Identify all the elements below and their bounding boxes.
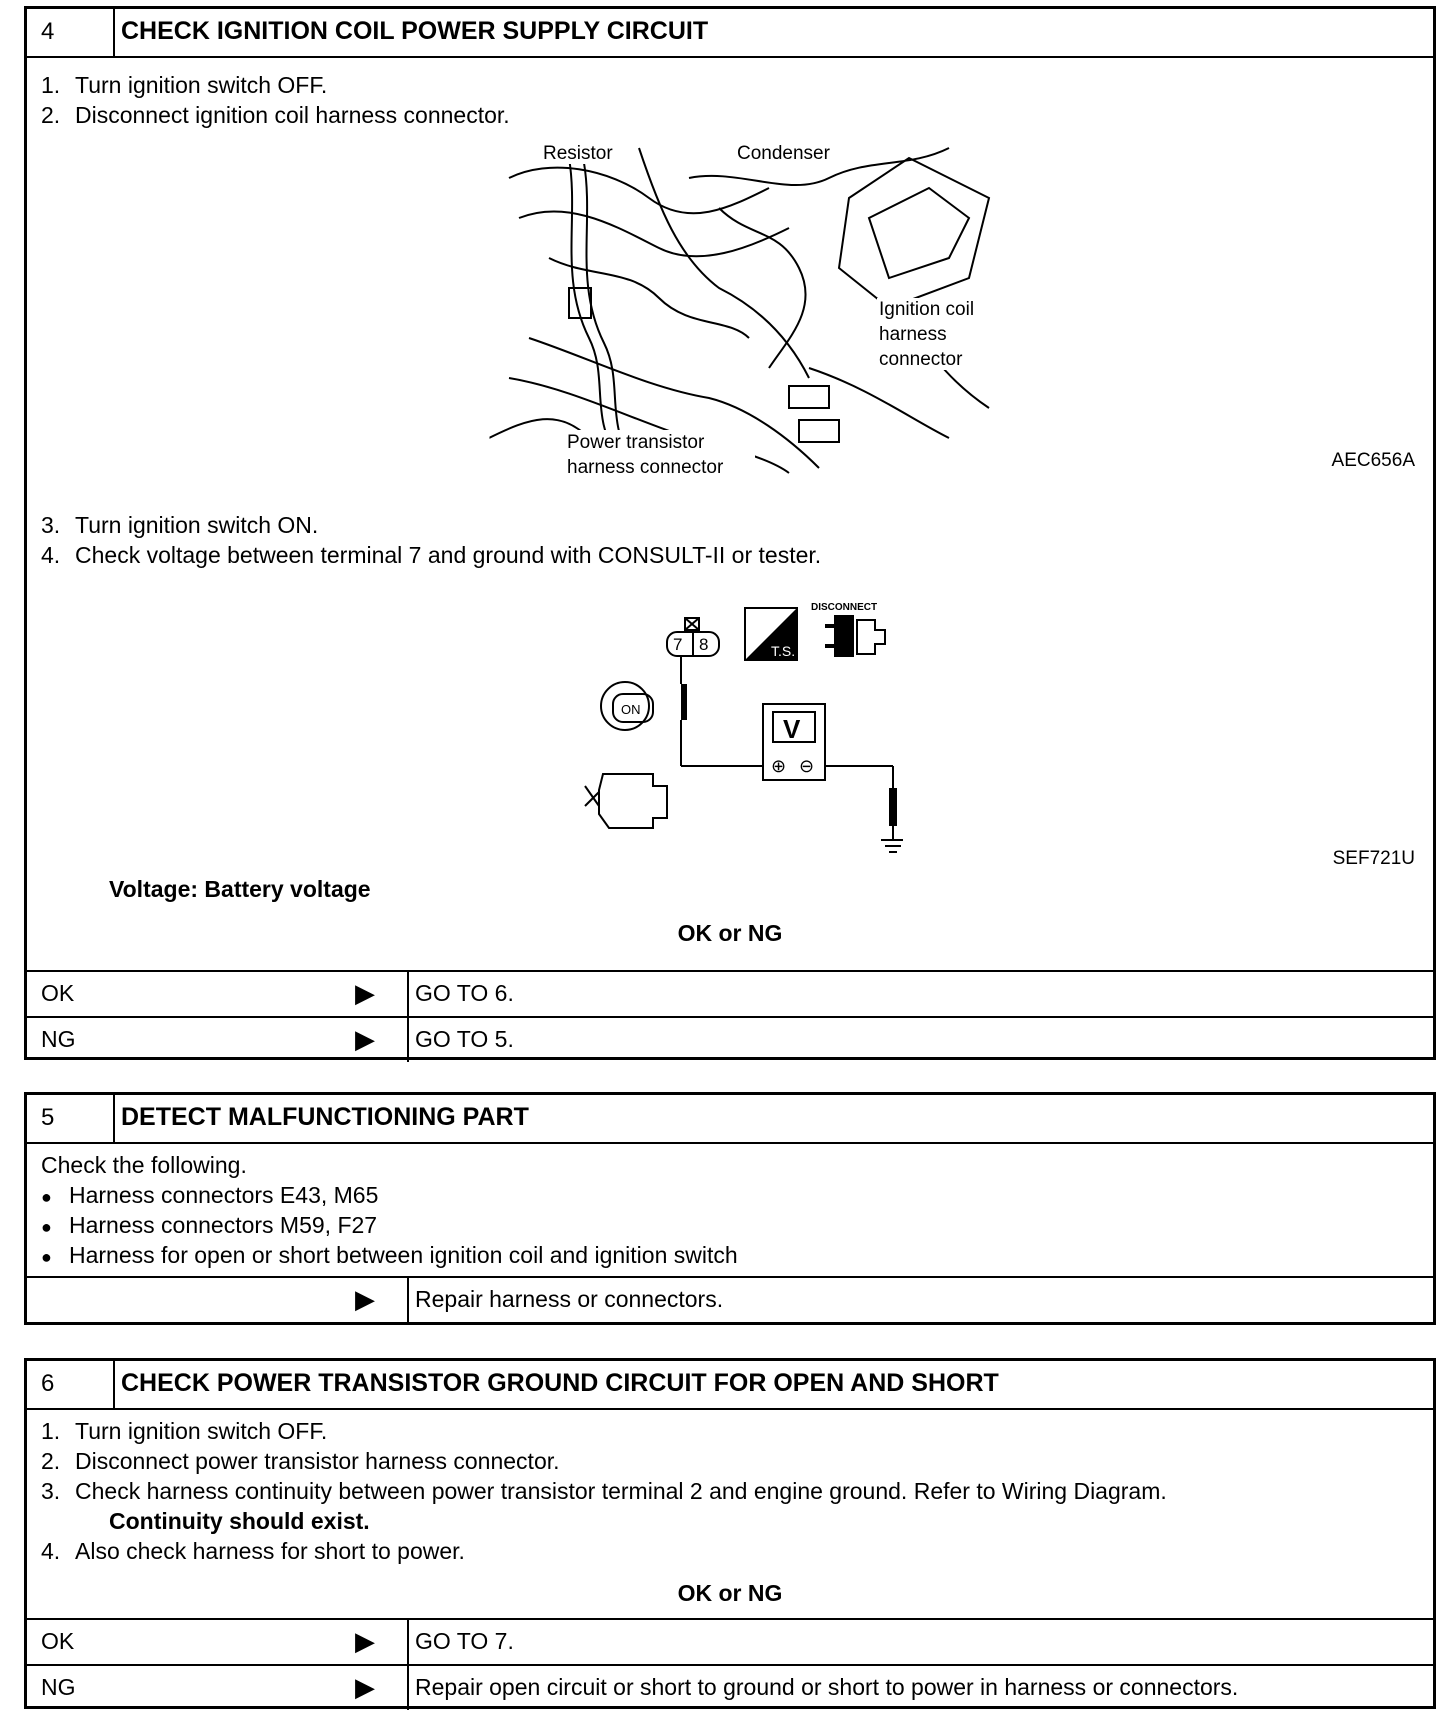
result-row-ng: NG ▶ Repair open circuit or short to ground or short to power in harness or connectors. [27,1664,1433,1710]
svg-text:DISCONNECT: DISCONNECT [811,602,878,613]
step-number: 4 [27,9,115,56]
instruction-3: 3. Turn ignition switch ON. [41,512,319,538]
svg-text:⊕: ⊕ [771,756,787,776]
svg-text:ON: ON [621,702,641,717]
engine-bay-figure [489,138,999,478]
step-5-header [27,1095,1433,1144]
figure-code: SEF721U [1332,848,1415,869]
instruction-3: 3. Check harness continuity between power transistor terminal 2 and engine ground. Refer to Wiring Diagram. [41,1478,1167,1504]
step-4-body [27,58,1433,970]
step-6-header [27,1361,1433,1410]
svg-text:V: V [783,714,801,744]
step-6-body [27,1410,1433,1618]
step-title: CHECK IGNITION COIL POWER SUPPLY CIRCUIT [121,17,709,45]
step-4-header [27,9,1433,58]
step-5-body [27,1144,1433,1276]
continuity-spec: Continuity should exist. [109,1508,370,1534]
step-title: CHECK POWER TRANSISTOR GROUND CIRCUIT FOR OPEN AND SHORT [121,1369,999,1397]
check-item: ● Harness connectors M59, F27 [41,1212,378,1238]
svg-text:⊖: ⊖ [799,756,815,776]
voltage-test-figure [563,596,903,896]
instruction-1: 1. Turn ignition switch OFF. [41,72,328,98]
step-4-box [24,6,1436,1060]
step-number: 6 [27,1361,115,1408]
step-title: DETECT MALFUNCTIONING PART [121,1103,529,1131]
svg-text:8: 8 [699,635,709,654]
step-5-box [24,1092,1436,1325]
arrow-icon: ▶ [355,1672,375,1702]
check-item: ● Harness for open or short between ignition coil and ignition switch [41,1242,738,1268]
label-harness: harness [879,324,947,345]
arrow-icon: ▶ [355,978,375,1008]
label-resistor: Resistor [543,143,613,164]
step-6-box [24,1358,1436,1709]
result-row-ng: NG ▶ GO TO 5. [27,1016,1433,1062]
instruction-4: 4. Also check harness for short to power. [41,1538,465,1564]
arrow-icon: ▶ [355,1626,375,1656]
label-power-transistor: Power transistor [567,432,705,453]
label-condenser: Condenser [737,143,830,164]
svg-text:T.S.: T.S. [771,643,796,659]
result-row-ok: OK ▶ GO TO 7. [27,1618,1433,1664]
result-row-ok: OK ▶ GO TO 6. [27,970,1433,1016]
instruction-2: 2. Disconnect ignition coil harness connector. [41,102,510,128]
step-number: 5 [27,1095,115,1142]
instruction-4: 4. Check voltage between terminal 7 and ground with CONSULT-II or tester. [41,542,822,568]
instruction-1: 1. Turn ignition switch OFF. [41,1418,328,1444]
figure-code: AEC656A [1331,450,1415,471]
voltage-spec: Voltage: Battery voltage [109,876,371,902]
instruction-2: 2. Disconnect power transistor harness connector. [41,1448,560,1474]
disconnect-icon [835,616,853,656]
check-intro: Check the following. [41,1152,247,1178]
arrow-icon: ▶ [355,1284,375,1314]
engine-icon [599,774,667,828]
svg-text:7: 7 [673,635,683,654]
arrow-icon: ▶ [355,1024,375,1054]
result-row: ▶ Repair harness or connectors. [27,1276,1433,1322]
ok-or-ng-label: OK or NG [677,920,783,946]
label-ignition-coil: Ignition coil [879,299,975,320]
ok-or-ng-label: OK or NG [677,1580,783,1606]
label-connector: connector [879,349,963,370]
label-pt-harness-connector: harness connector [567,457,724,478]
check-item: ● Harness connectors E43, M65 [41,1182,379,1208]
